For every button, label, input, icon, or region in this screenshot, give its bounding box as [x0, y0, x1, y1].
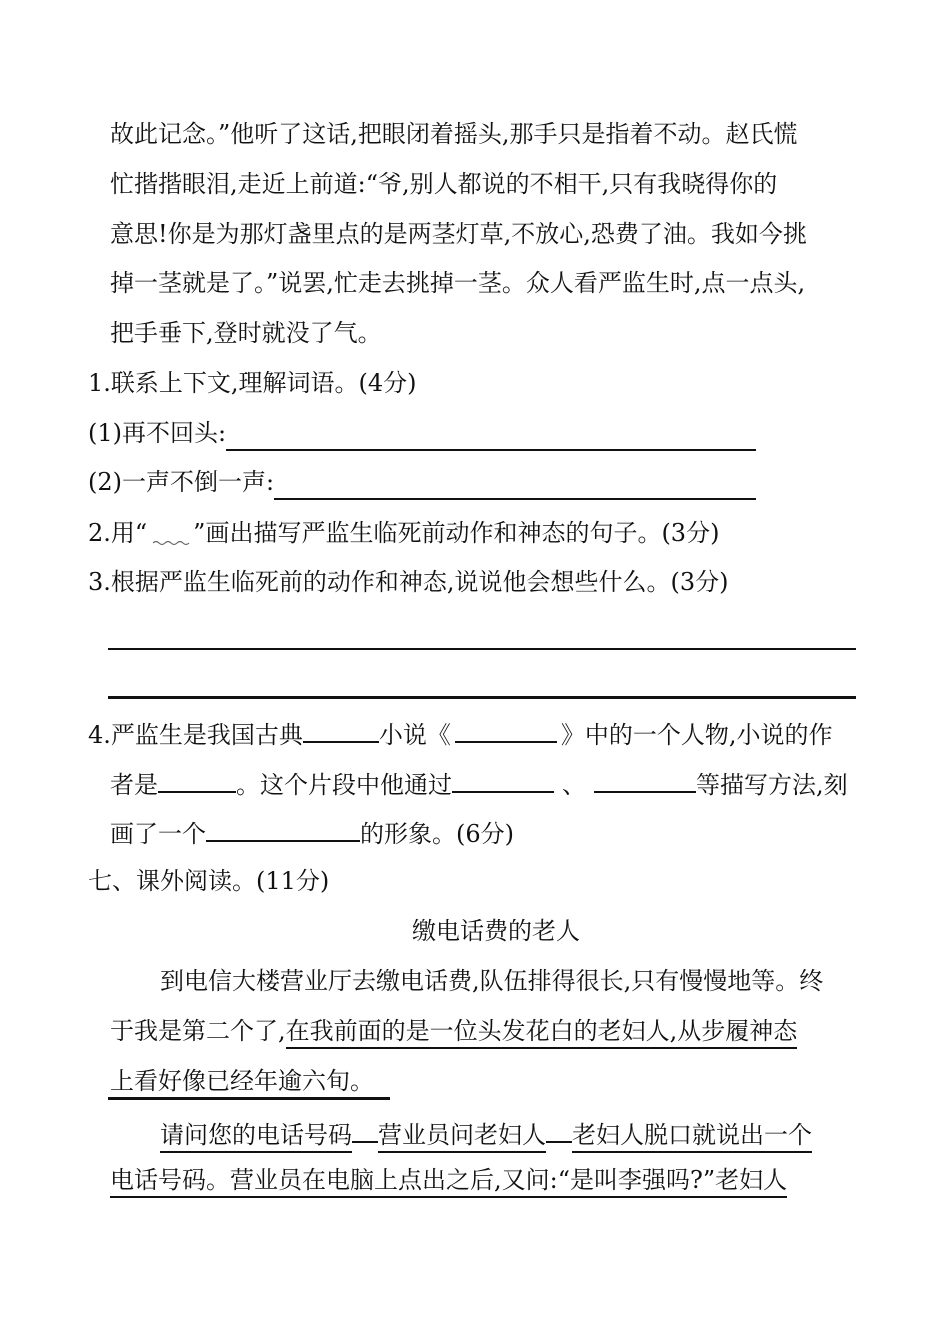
punct-blank-2[interactable]	[546, 1115, 572, 1143]
q4-text-f: 、	[562, 771, 586, 799]
wavy-underline-mark	[147, 517, 193, 541]
section-7-heading: 七、课外阅读。(11分)	[88, 867, 330, 895]
question-2-pre: 2.用“	[88, 519, 148, 547]
answer-line-q3-2[interactable]	[108, 696, 856, 699]
question-1-title: 1.联系上下文,理解词语。(4分)	[88, 369, 417, 397]
question-4-line-2	[110, 767, 848, 800]
question-4-line-1	[88, 717, 833, 750]
q4-blank-author[interactable]	[158, 767, 236, 793]
story-p1-line-1: 到电信大楼营业厅去缴电话费,队伍排得很长,只有慢慢地等。终	[160, 967, 824, 995]
passage-line-5: 把手垂下,登时就没了气。	[110, 319, 382, 347]
underline-thick-1	[108, 1097, 390, 1100]
punct-blank-1[interactable]	[352, 1115, 378, 1143]
story-title: 缴电话费的老人	[412, 917, 580, 945]
passage-line-3: 意思!你是为那灯盏里点的是两茎灯草,不放心,恐费了油。我如今挑	[110, 220, 807, 248]
story-p2-line-1	[160, 1115, 812, 1150]
question-1-sub-2	[88, 467, 274, 497]
question-1-sub-1	[88, 418, 226, 448]
question-1-sub-2-label: (2)一声不倒一声:	[88, 468, 275, 496]
story-p1-line-2	[110, 1016, 797, 1046]
q4-text-a: 4.严监生是我国古典	[88, 721, 303, 749]
q4-text-g: 等描写方法,刻	[696, 771, 848, 799]
q4-blank-method-1[interactable]	[452, 767, 554, 793]
q4-text-e: 。这个片段中他通过	[236, 771, 452, 799]
story-p2-line-1-c: 老妇人脱口就说出一个	[572, 1121, 812, 1153]
answer-line-q3-1[interactable]	[108, 648, 856, 650]
story-p1-line-2-a: 于我是第二个了,	[110, 1017, 286, 1045]
question-2-post: ”画出描写严监生临死前动作和神态的句子。(3分)	[193, 519, 720, 547]
story-p2-line-2-text: 电话号码。营业员在电脑上点出之后,又问:“是叫李强吗?”老妇人	[110, 1166, 787, 1198]
q4-text-i: 的形象。(6分)	[360, 820, 514, 848]
q4-text-d: 者是	[110, 771, 158, 799]
q4-blank-method-2[interactable]	[594, 767, 696, 793]
q4-blank-image[interactable]	[206, 816, 360, 842]
passage-line-2: 忙揩揩眼泪,走近上前道:“爷,别人都说的不相干,只有我晓得你的	[110, 170, 778, 198]
question-1-sub-1-label: (1)再不回头:	[88, 419, 227, 447]
q4-text-h: 画了一个	[110, 820, 206, 848]
question-2	[88, 517, 719, 548]
q4-blank-novel[interactable]	[455, 717, 557, 743]
passage-line-1: 故此记念。”他听了这话,把眼闭着摇头,那手只是指着不动。赵氏慌	[110, 120, 798, 148]
story-p2-line-1-b: 营业员问老妇人	[378, 1121, 546, 1153]
q4-blank-genre[interactable]	[303, 717, 379, 743]
q4-text-c: 》中的一个人物,小说的作	[560, 721, 833, 749]
story-underlined-sentence-1: 在我前面的是一位头发花白的老妇人,从步履神态	[286, 1017, 798, 1049]
story-underlined-sentence-1-cont: 上看好像已经年逾六旬。	[110, 1067, 374, 1099]
question-3-title: 3.根据严监生临死前的动作和神态,说说他会想些什么。(3分)	[88, 568, 729, 596]
q4-text-b: 小说《	[378, 721, 451, 749]
story-p2-line-1-a: 请问您的电话号码	[160, 1121, 352, 1153]
question-4-line-3	[110, 816, 514, 849]
answer-line-q1-1[interactable]	[226, 449, 756, 451]
story-p2-line-2	[110, 1165, 787, 1195]
story-p1-line-3	[110, 1066, 374, 1096]
passage-line-4: 掉一茎就是了。”说罢,忙走去挑掉一茎。众人看严监生时,点一点头,	[110, 269, 806, 297]
answer-line-q1-2[interactable]	[274, 498, 756, 500]
